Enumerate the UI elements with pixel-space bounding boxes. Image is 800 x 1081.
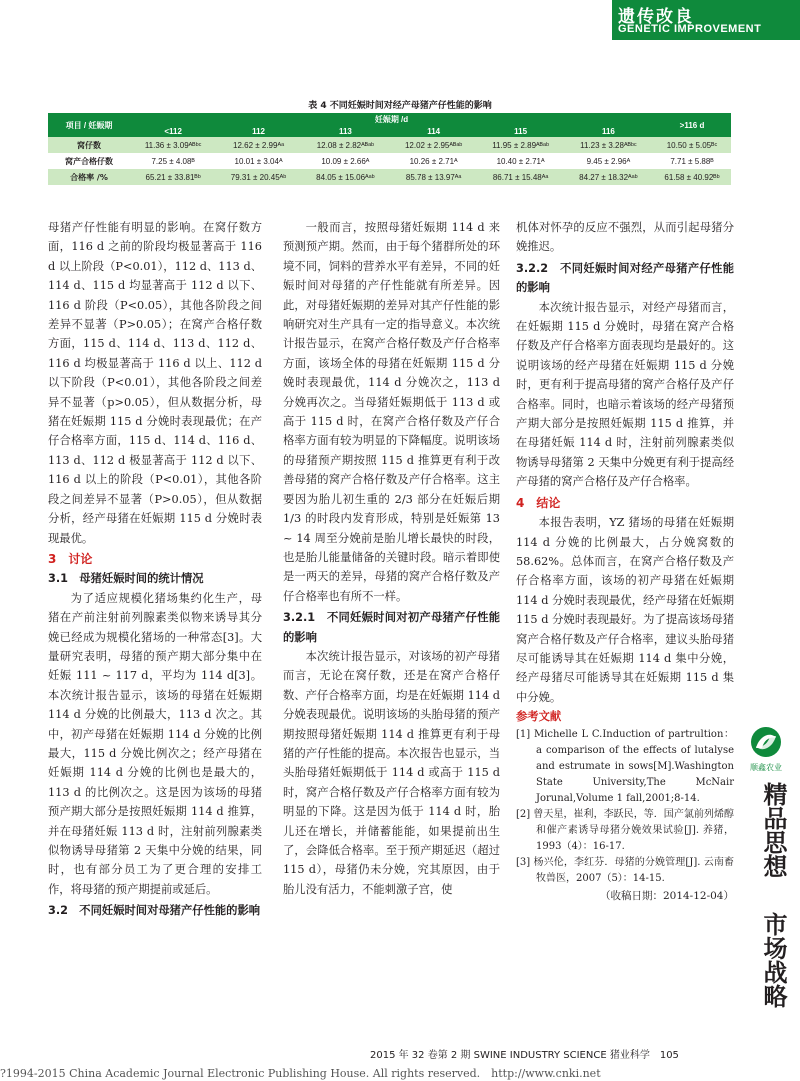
table-caption: 表 4 不同妊娠时间对经产母猪产仔性能的影响 (308, 101, 492, 111)
references-heading: 参考文献 (516, 710, 562, 724)
section-title-cn: 遗传改良 (618, 7, 694, 27)
table-cell: 10.09 ± 2.66ᴬ (321, 156, 370, 166)
table-cell: 7.71 ± 5.88ᴮ (670, 156, 714, 166)
table-cell: 9.45 ± 2.96ᴬ (586, 156, 631, 166)
table-cell: 10.26 ± 2.71ᴬ (409, 156, 458, 166)
paragraph: 本次统计报告显示，对经产母猪而言，在妊娠期 115 d 分娩时，母猪在窝产合格仔数及产仔合格率方面表现均是最好的。这说明该场的经产母猪在妊娠期 115 d 分娩时，更有利于提高母猪的窝产合格仔及产仔合格率。同时，也暗示着该场的经产母猪预产期大部分是按照妊娠期 115 d 推算，并在母猪妊娠 114 d 时，注射前列腺素类似物诱导母猪第 2 天集中分娩更有利于提高经产母猪的窝产合格仔及产仔合格率。 (516, 300, 734, 489)
table-row (48, 169, 731, 185)
table-col-header: 113 (338, 126, 352, 136)
table-col-header: <112 (164, 126, 182, 136)
table-cell: 10.01 ± 3.04ᴬ (234, 156, 283, 166)
table-col-header: 114 (427, 126, 441, 136)
paragraph: 一般而言，按照母猪妊娠期 114 d 来预测预产期。然而，由于每个猪群所处的环境不同，饲料的营养水平有差异，不同的妊娠时间对母猪的产仔性能就有所差异。因此，对母猪妊娠期的差异对其产仔性能的影响研究对生产具有一定的指导意义。本次统计报告显示，在窝产合格仔数及产仔合格率方面，该场全体的母猪在妊娠期 115 d 分娩时表现最优，114 d 分娩次之，113 d 分娩再次之。当母猪妊娠期低于 113 d 或高于 115 d 时，在窝产合格仔数及产仔合格率方面有较为明显的下降幅度。说明该场的母猪预产期按照 115 d 推算更有利于改善母猪的窝产合格仔数及产仔合格率。这主要因为胎儿初生重的 2/3 部分在妊娠后期 1/3 的时段内发育形成，特别是妊娠第 13 ~ 14 周至分娩前是胎儿增长最快的时段，也是胎儿能量储备的关键时段。暗示着即使是一两天的差异，母猪的窝产合格仔数及产仔合格率也有所不一样。 (283, 221, 500, 603)
subsection-heading: 3.2.1 不同妊娠时间对初产母猪产仔性能的影响 (283, 611, 500, 644)
results-table (48, 113, 731, 185)
table-cell: 12.62 ± 2.99ᴬᵃ (233, 140, 285, 150)
table-cell: 12.08 ± 2.82ᴬᴮᵃᵇ (316, 140, 375, 150)
table-col-header: 112 (252, 126, 265, 136)
table-cell: 10.40 ± 2.71ᴬ (496, 156, 545, 166)
company-logo (746, 726, 786, 774)
table-cell: 11.95 ± 2.89ᴬᴮᵃᵇ (492, 140, 549, 150)
table-cell: 11.36 ± 3.09ᴬᴮᵇᶜ (144, 140, 202, 150)
row-label: 合格率 /% (70, 172, 108, 182)
table-cell: 7.25 ± 4.08ᴮ (151, 156, 195, 166)
received-date: （收稿日期：2014-12-04） (599, 889, 734, 902)
subsection-heading: 3.2.2 不同妊娠时间对经产母猪产仔性能的影响 (516, 261, 734, 295)
row-label: 窝仔数 (77, 140, 101, 150)
section-title-en: GENETIC IMPROVEMENT (618, 23, 762, 35)
copyright-line: ?1994-2015 China Academic Journal Electronic Publishing House. All rights reserved. http://www.cnki.net (0, 1067, 601, 1080)
table-corner-header: 项目 / 妊娠期 (65, 120, 113, 130)
table-cell: 61.58 ± 40.92ᴮᵇ (664, 172, 720, 182)
table-cell: 79.31 ± 20.45ᴬᵇ (230, 172, 287, 182)
reference-item: [1] Michelle L C.Induction of partrultion：a comparison of the effects of lutalyse and estrumate in sows[M].Washington State University,The McNair Jorunal,Volume 1 fall,2001;8-14. (516, 728, 734, 804)
table-col-header: 116 (601, 126, 615, 136)
paragraph: 本次统计报告显示，对该场的初产母猪而言，无论在窝仔数，还是在窝产合格仔数、产仔合格率方面，均是在妊娠期 114 d 分娩表现最优。说明该场的头胎母猪的预产期按照母猪妊娠期 114 d 推算更有利于母猪的产仔性能的提高。本次报告也显示，当头胎母猪妊娠期低于 114 d 或高于 115 d 时，窝产合格仔数及产仔合格率方面有较为明显的下降。这是因为低于 114 d 时，胎儿还在增长，并储蓄能能，如果提前出生了，会降低合格率。至于预产期延迟（超过 115 d），母猪仍未分娩，究其原因，由于胎儿没有活力，不能刺激子宫，使 (283, 649, 500, 896)
subsection-heading: 3.1 母猪妊娠时间的统计情况 (48, 572, 204, 586)
paragraph: 机体对怀孕的反应不强烈，从而引起母猪分娩推迟。 (516, 221, 734, 254)
subsection-heading: 3.2 不同妊娠时间对母猪产仔性能的影响 (48, 904, 261, 918)
row-label: 窝产合格仔数 (65, 156, 113, 166)
table-cell: 86.71 ± 15.48ᴬᵃ (492, 172, 549, 182)
table-cell: 84.05 ± 15.06ᴬᵃᵇ (316, 172, 375, 182)
table-row (48, 137, 731, 153)
table-col-header: 115 (514, 126, 528, 136)
reference-item: [2] 曾天星，崔利，李跃民，等．国产氯前列烯醇和催产素诱导母猪分娩效果试验[J]. 养猪，1993（4）：16-17. (516, 808, 734, 852)
table-cell: 85.78 ± 13.97ᴬᵃ (405, 172, 462, 182)
page-footer: 2015 年 32 卷第 2 期 SWINE INDUSTRY SCIENCE 猪业科学 105 (370, 1050, 679, 1061)
text-column-3 (516, 218, 734, 906)
table-cell: 65.21 ± 33.81ᴮᵇ (145, 172, 201, 182)
side-slogan-top: 精品思想 (759, 782, 788, 878)
paragraph: 母猪产仔性能有明显的影响。在窝仔数方面，116 d 之前的阶段均极显著高于 116 d 以上阶段（P<0.01），112 d、113 d、114 d、115 d 均显著高于 112 d 以下、116 d 阶段（P<0.05），其他各阶段之间差异不显著（P>0.05）；在窝产合格仔数方面，115 d、114 d、113 d、112 d、116 d 均极显著高于 116 d 以上、112 d 以下阶段（P<0.01），其他各阶段之间差异不显著（p>0.05），但从数据分析，母猪在妊娠期 115 d 分娩时表现最优；在产仔合格率方面，115 d、114 d、116 d、113 d、112 d 极显著高于 112 d 以下、116 d 以上的阶段（P<0.01），其他各阶段之间差异不显著（P>0.05），但从数据分析，经产母猪在妊娠期 115 d 分娩时表现最优。 (48, 221, 262, 545)
side-slogan-bottom: 市场战略 (759, 912, 788, 1008)
table-cell: 84.27 ± 18.32ᴬᵃᵇ (579, 172, 638, 182)
section-heading: 3 讨论 (48, 551, 93, 566)
table-col-header: >116 d (679, 120, 705, 130)
table-cell: 10.50 ± 5.05ᴮᶜ (666, 140, 718, 150)
text-column-1 (48, 218, 262, 921)
table-cell: 11.23 ± 3.28ᴬᴮᵇᶜ (580, 140, 637, 150)
paragraph: 本报告表明，YZ 猪场的母猪在妊娠期 114 d 分娩的比例最大，占分娩窝数的 58.62%。总体而言，在窝产合格仔数及产仔合格率方面，该场的初产母猪在妊娠期 114 d 分娩时表现最优，经产母猪在妊娠期 115 d 分娩时表现最好。为了提高该场母猪窝产合格仔数及产仔合格率，建议头胎母猪尽可能诱导其在妊娠期 114 d 集中分娩，经产母猪尽可能诱导其在妊娠期 115 d 集中分娩。 (516, 516, 734, 704)
text-column-2 (283, 218, 500, 899)
reference-item: [3] 杨兴伦，李红芬．母猪的分娩管理[J]. 云南畜牧兽医，2007（5）：14-15. (516, 856, 734, 884)
logo-swirl-icon (746, 726, 786, 774)
section-heading: 4 结论 (516, 495, 561, 510)
table-group-header: 妊娠期 /d (374, 114, 409, 124)
table-cell: 12.02 ± 2.95ᴬᴮᵃᵇ (404, 140, 463, 150)
table-row (48, 153, 731, 169)
paragraph: 为了适应规模化猪场集约化生产，母猪在产前注射前列腺素类似物来诱导其分娩已经成为规模化猪场的一种常态[3]。大量研究表明，母猪的预产期大部分集中在妊娠 111 ~ 117 d，平均为 114 d[3]。本次统计报告显示，该场的母猪在妊娠期 114 d 分娩的比例最大，113 d 次之。其中，初产母猪在妊娠期 114 d 分娩的比例最大，115 d 分娩比例次之；经产母猪在妊娠期 114 d 分娩的比例也是最大的，113 d 的比例次之。这是因为该场的母猪预产期大部分是按照妊娠期 114 d 推算，并在母猪妊娠 113 d 时，注射前列腺素类似物诱导母猪第 2 天集中分娩的结果，同时，也有部分员工为了更合理的安排工作，将母猪的预产期提前或延后。 (48, 591, 262, 896)
logo-label: 顺鑫农业 (750, 763, 782, 772)
journal-section-header (612, 0, 800, 40)
